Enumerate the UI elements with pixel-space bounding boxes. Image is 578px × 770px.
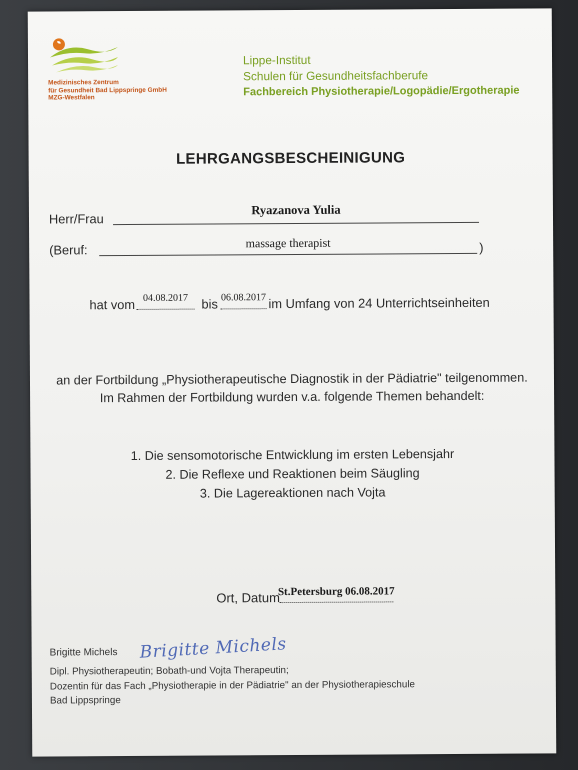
signer-description-line: Dipl. Physiotherapeutin; Bobath-und Vojta Therapeutin; bbox=[49, 665, 289, 678]
profession-underline bbox=[99, 253, 477, 256]
from-date-underline bbox=[137, 309, 195, 310]
profession-label: (Beruf: bbox=[49, 242, 88, 258]
place-date-underline bbox=[279, 601, 393, 603]
name-underline bbox=[113, 222, 479, 225]
signer-description-line: Bad Lippspringe bbox=[49, 695, 121, 707]
course-line: Im Rahmen der Fortbildung wurden v.a. folgende Themen behandelt: bbox=[99, 388, 485, 406]
dates-prefix: hat vom bbox=[89, 296, 136, 313]
institute-schools: Schulen für Gesundheitsfachberufe bbox=[243, 68, 429, 84]
list-item: 2. Die Reflexe und Reaktionen beim Säugling bbox=[165, 466, 420, 482]
logo-line: Medizinisches Zentrum bbox=[48, 79, 119, 87]
course-line: an der Fortbildung „Physiotherapeutische Diagnostik in der Pädiatrie" teilgenommen. bbox=[56, 370, 528, 388]
to-date-underline bbox=[221, 308, 267, 309]
participant-name: Ryazanova Yulia bbox=[251, 202, 341, 218]
profession-value: massage therapist bbox=[245, 235, 331, 251]
list-item: 1. Die sensomotorische Entwicklung im ersten Lebensjahr bbox=[130, 447, 455, 463]
signer-name: Brigitte Michels bbox=[49, 647, 118, 659]
signer-description bbox=[50, 663, 415, 709]
profession-close: ) bbox=[479, 239, 484, 255]
logo-line: MZG-Westfalen bbox=[48, 94, 95, 102]
to-date: 06.08.2017 bbox=[220, 292, 267, 304]
institute-department: Fachbereich Physiotherapie/Logopädie/Ergotherapie bbox=[243, 84, 520, 99]
dates-mid: bis bbox=[201, 296, 218, 312]
logo-caption bbox=[48, 79, 167, 103]
place-date-label: Ort, Datum bbox=[216, 590, 280, 606]
institute-name: Lippe-Institut bbox=[242, 52, 311, 68]
handwritten-signature: Brigitte Michels bbox=[139, 634, 288, 663]
topics-list bbox=[30, 444, 554, 504]
name-label: Herr/Frau bbox=[48, 211, 104, 227]
from-date: 04.08.2017 bbox=[142, 292, 189, 304]
institute-header bbox=[243, 51, 520, 101]
place-date-value: St.Petersburg 06.08.2017 bbox=[277, 585, 395, 599]
certificate-page bbox=[28, 8, 557, 756]
mzg-logo-icon bbox=[48, 35, 120, 75]
document-title: LEHRGANGSBESCHEINIGUNG bbox=[176, 149, 406, 168]
course-text bbox=[30, 368, 554, 407]
list-item: 3. Die Lagereaktionen nach Vojta bbox=[199, 485, 386, 501]
signer-description-line: Dozentin für das Fach „Physiotherapie in der Pädiatrie" an der Physiotherapieschule bbox=[49, 678, 415, 692]
logo-line: für Gesundheit Bad Lippspringe GmbH bbox=[48, 86, 167, 95]
dates-suffix: im Umfang von 24 Unterrichtseinheiten bbox=[268, 294, 490, 312]
